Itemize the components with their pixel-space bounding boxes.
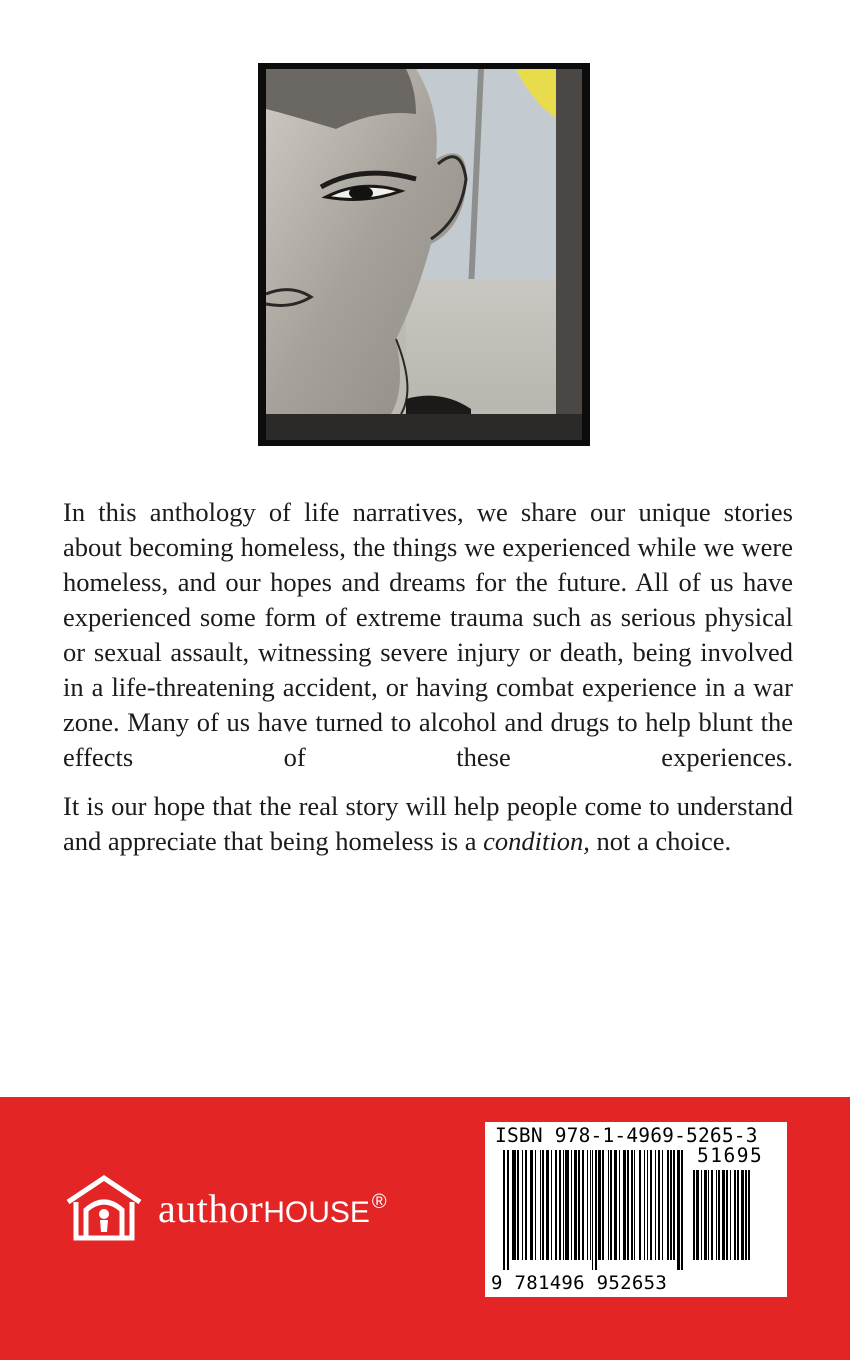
blurb-paragraph-1: In this anthology of life narratives, we share our unique stories about becoming homeless, the things we experienced while we were homeless, and our hopes and dreams for the future. All of us have experienced some form of extreme trauma such as serious physical or sexual assault, witnessing severe injury or death, being involved in a life-threatening accident, or having combat experience in a war zone. Many of us have turned to alcohol and drugs to help blunt the effects of these experiences. <box>63 497 793 772</box>
portrait-drawing <box>266 69 582 440</box>
publisher-name-part1: author <box>158 1185 264 1231</box>
cover-illustration <box>258 63 590 446</box>
price-addon-digits: 51695 <box>697 1144 764 1167</box>
registered-mark: ® <box>371 1190 388 1213</box>
isbn-label: ISBN 978-1-4969-5265-3 <box>495 1124 758 1147</box>
blurb-paragraph-2-text: It is our hope that the real story will help people come to understand and appreciate that being homeless is a <box>63 791 793 856</box>
house-logo-icon <box>62 1172 146 1244</box>
back-cover-blurb <box>63 495 793 873</box>
ean-barcode-bars <box>503 1150 685 1278</box>
publisher-name <box>158 1185 387 1232</box>
addon-barcode-bars <box>693 1170 777 1270</box>
ean-digits: 9 781496 952653 <box>491 1272 668 1294</box>
blurb-emphasis: condition, <box>483 826 590 856</box>
publisher-name-part2: HOUSE <box>263 1195 370 1229</box>
blurb-paragraph-2-end: not a choice. <box>589 826 732 856</box>
blurb-paragraph-2 <box>63 789 793 859</box>
publisher-logo <box>62 1172 387 1244</box>
isbn-barcode <box>485 1122 787 1297</box>
